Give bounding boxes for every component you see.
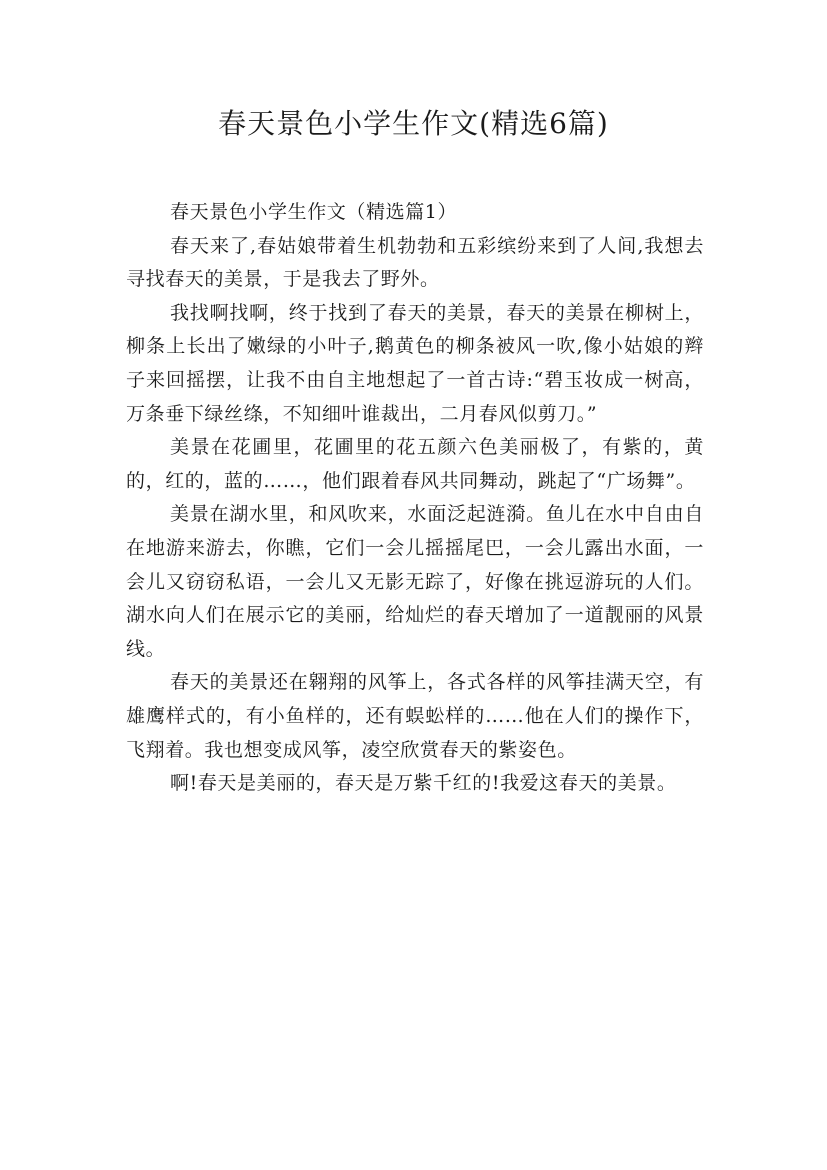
paragraph-4: 美景在湖水里，和风吹来，水面泛起涟漪。鱼儿在水中自由自在地游来游去，你瞧，它们一会儿摇摇尾巴，一会儿露出水面，一会儿又窃窃私语，一会儿又无影无踪了，好像在挑逗游玩的人们。湖水向人们在展示它的美丽，给灿烂的春天增加了一道靓丽的风景线。 [126,503,704,660]
paragraph-5: 春天的美景还在翱翔的风筝上，各式各样的风筝挂满天空，有雄鹰样式的，有小鱼样的，还有蜈蚣样的……他在人们的操作下，飞翔着。我也想变成风筝，凌空欣赏春天的紫姿色。 [126,671,704,761]
paragraph-2: 我找啊找啊，终于找到了春天的美景，春天的美景在柳树上，柳条上长出了嫩绿的小叶子,鹅黄色的柳条被风一吹,像小姑娘的辫子来回摇摆，让我不由自主地想起了一首古诗:“碧玉妆成一树高，万条垂下绿丝绦，不知细叶谁裁出，二月春风似剪刀。” [126,301,704,425]
paragraph-1: 春天来了,春姑娘带着生机勃勃和五彩缤纷来到了人间,我想去寻找春天的美景，于是我去了野外。 [126,234,704,291]
document-title: 春天景色小学生作文(精选6篇) [218,107,609,140]
paragraph-6: 啊!春天是美丽的，春天是万紫千红的!我爱这春天的美景。 [170,772,677,795]
document-body [126,196,704,801]
section-heading: 春天景色小学生作文（精选篇1） [170,201,458,223]
paragraph-3: 美景在花圃里，花圃里的花五颜六色美丽极了，有紫的，黄的，红的，蓝的……，他们跟着春风共同舞动，跳起了“广场舞”。 [126,436,704,492]
